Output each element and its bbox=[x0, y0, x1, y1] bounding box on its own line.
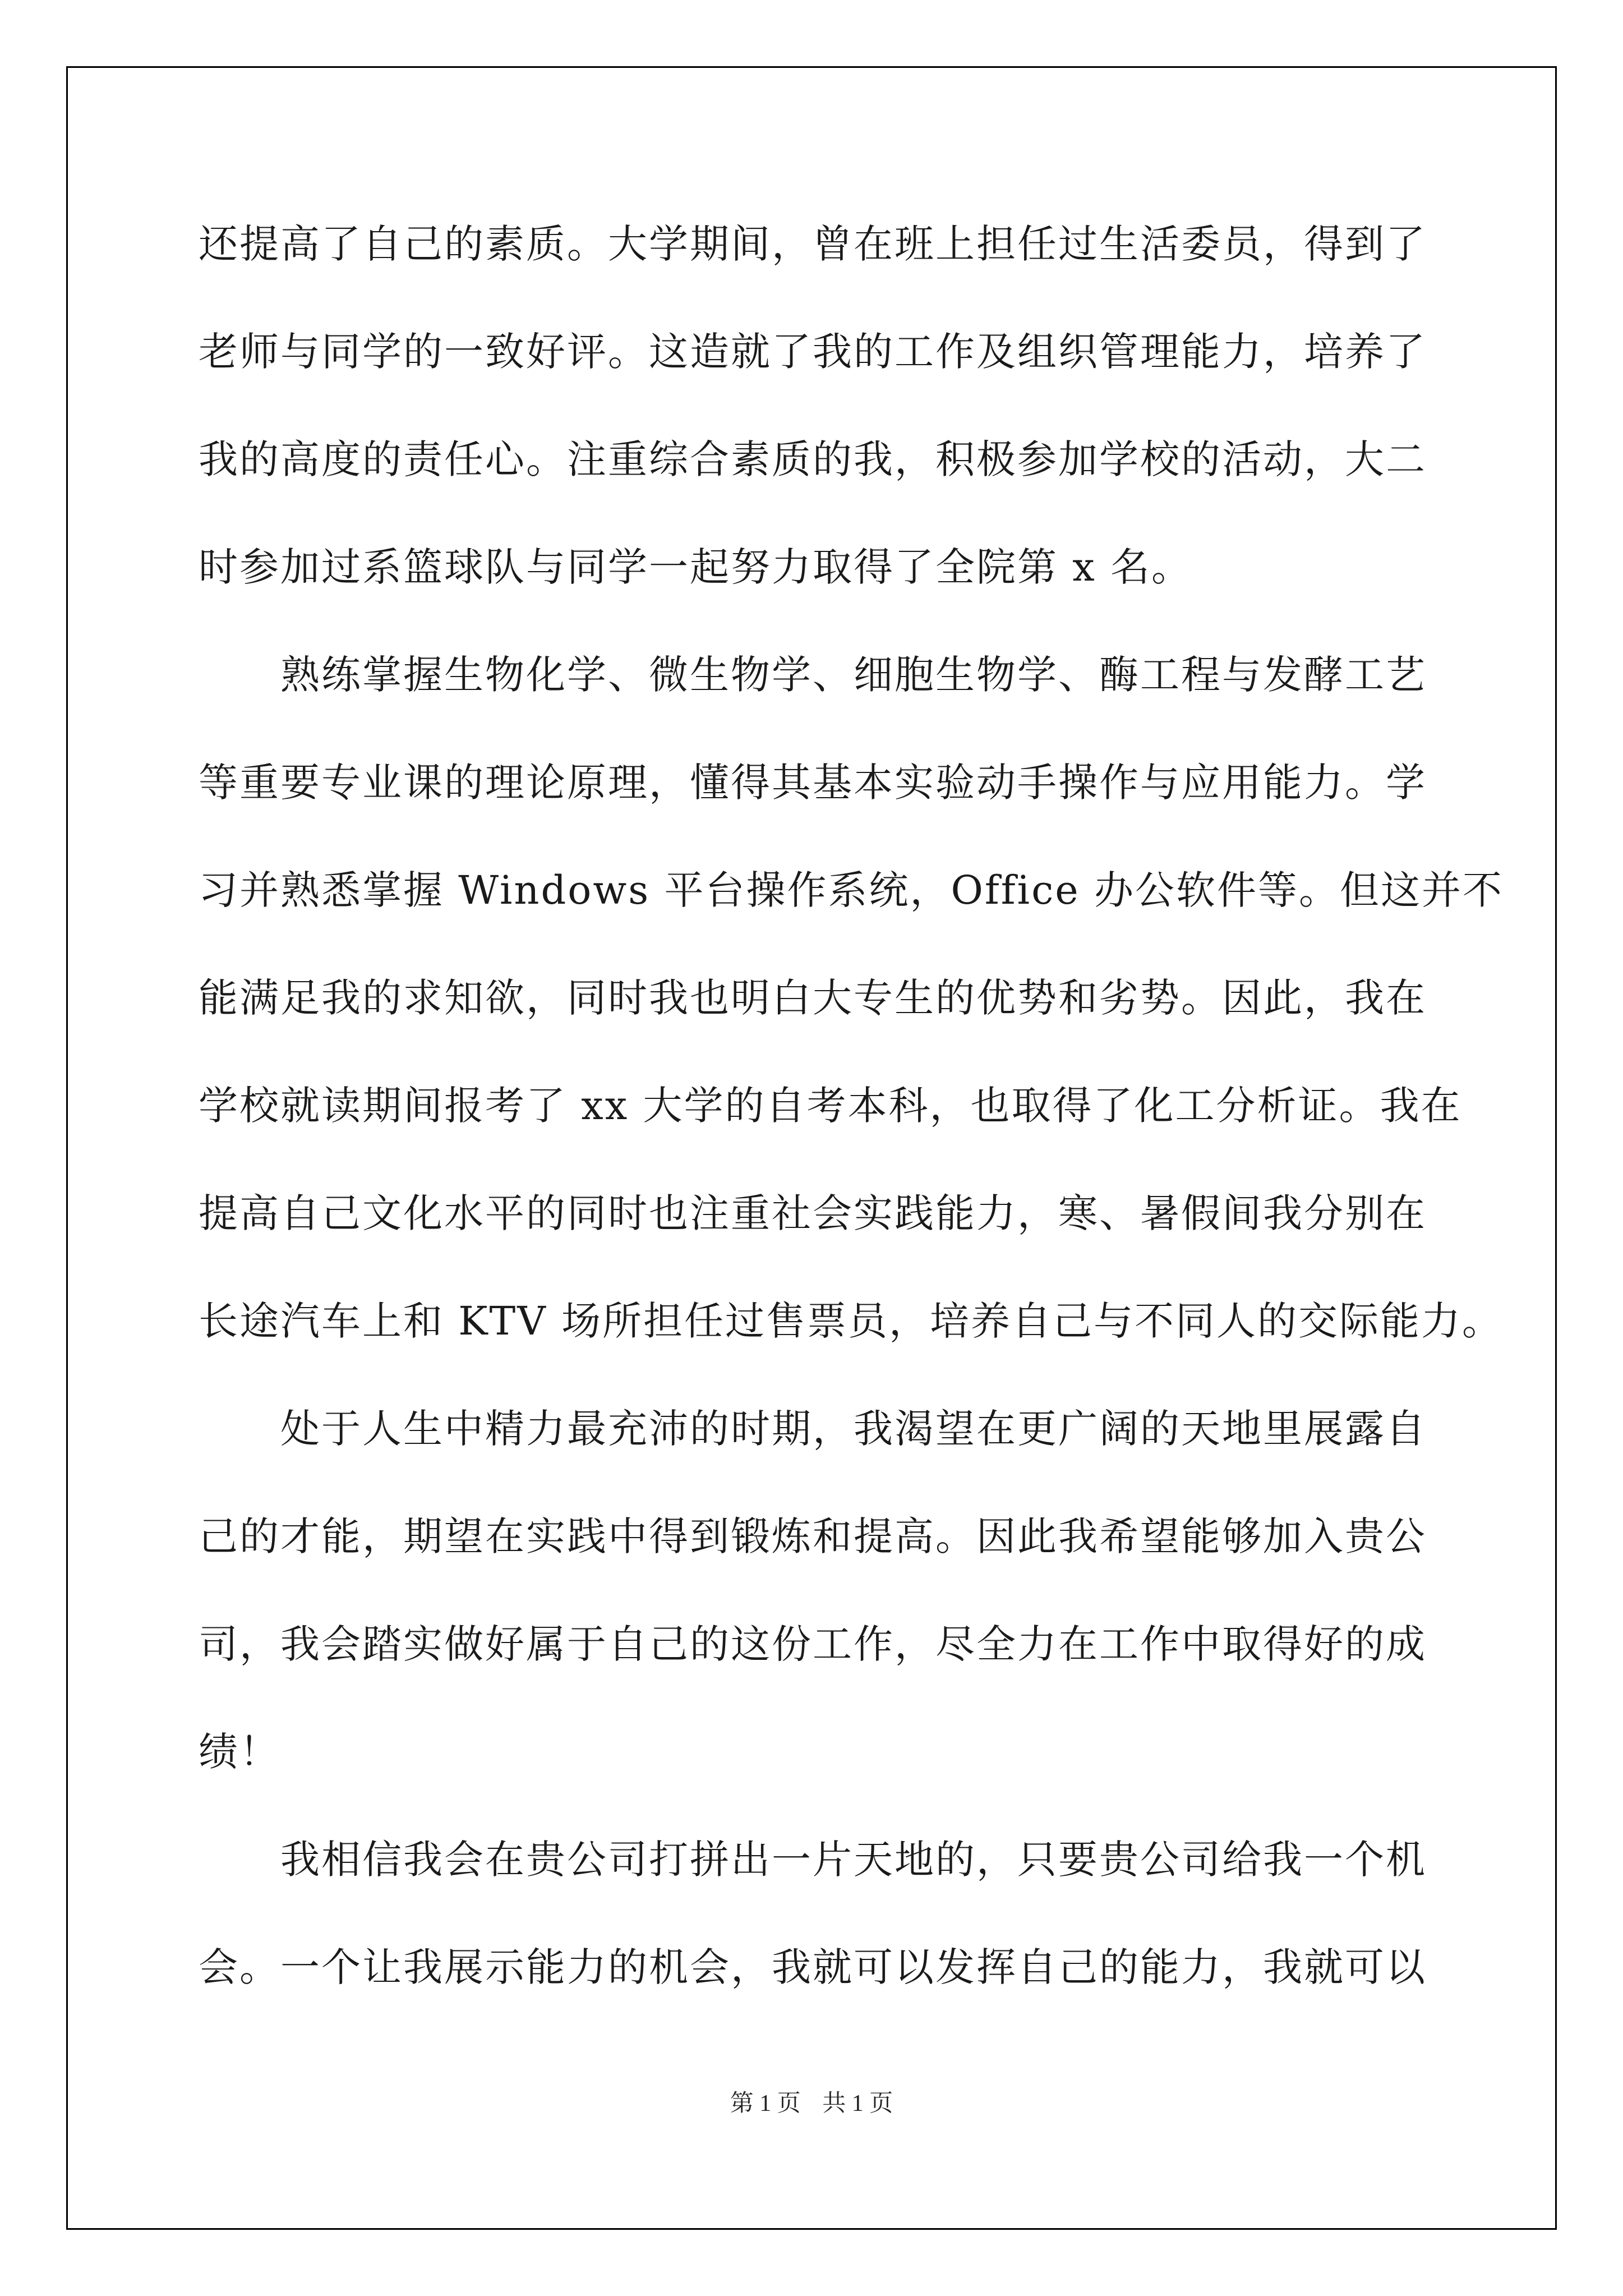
text-line: 长途汽车上和 KTV 场所担任过售票员，培养自己与不同人的交际能力。 bbox=[199, 1298, 1504, 1344]
text-line: 学校就读期间报考了 xx 大学的自考本科，也取得了化工分析证。我在 bbox=[199, 1083, 1462, 1129]
paragraph-start-line: 熟练掌握生物化学、微生物学、细胞生物学、酶工程与发酵工艺 bbox=[280, 652, 1427, 698]
text-line: 会。一个让我展示能力的机会，我就可以发挥自己的能力，我就可以 bbox=[199, 1944, 1427, 1990]
page-footer bbox=[0, 2087, 1623, 2120]
text-line: 我的高度的责任心。注重综合素质的我，积极参加学校的活动，大二 bbox=[199, 436, 1427, 482]
paragraph-start-line: 处于人生中精力最充沛的时期，我渴望在更广阔的天地里展露自 bbox=[280, 1406, 1427, 1452]
document-body bbox=[199, 205, 1504, 2036]
page-number: 第 1 页 bbox=[730, 2091, 801, 2116]
total-pages: 共 1 页 bbox=[822, 2091, 893, 2116]
text-line: 绩！ bbox=[199, 1729, 280, 1775]
text-line: 己的才能，期望在实践中得到锻炼和提高。因此我希望能够加入贵公 bbox=[199, 1513, 1427, 1559]
text-line: 还提高了自己的素质。大学期间，曾在班上担任过生活委员，得到了 bbox=[199, 221, 1427, 267]
text-line: 时参加过系篮球队与同学一起努力取得了全院第 x 名。 bbox=[199, 544, 1192, 590]
text-line: 等重要专业课的理论原理，懂得其基本实验动手操作与应用能力。学 bbox=[199, 760, 1427, 806]
paragraph-start-line: 我相信我会在贵公司打拼出一片天地的，只要贵公司给我一个机 bbox=[280, 1837, 1427, 1883]
text-line: 司，我会踏实做好属于自己的这份工作，尽全力在工作中取得好的成 bbox=[199, 1621, 1427, 1667]
text-line: 能满足我的求知欲，同时我也明白大专生的优势和劣势。因此，我在 bbox=[199, 975, 1427, 1021]
text-line: 提高自己文化水平的同时也注重社会实践能力，寒、暑假间我分别在 bbox=[199, 1190, 1427, 1236]
text-line: 习并熟悉掌握 Windows 平台操作系统，Office 办公软件等。但这并不 bbox=[199, 867, 1504, 913]
text-line: 老师与同学的一致好评。这造就了我的工作及组织管理能力，培养了 bbox=[199, 329, 1427, 375]
